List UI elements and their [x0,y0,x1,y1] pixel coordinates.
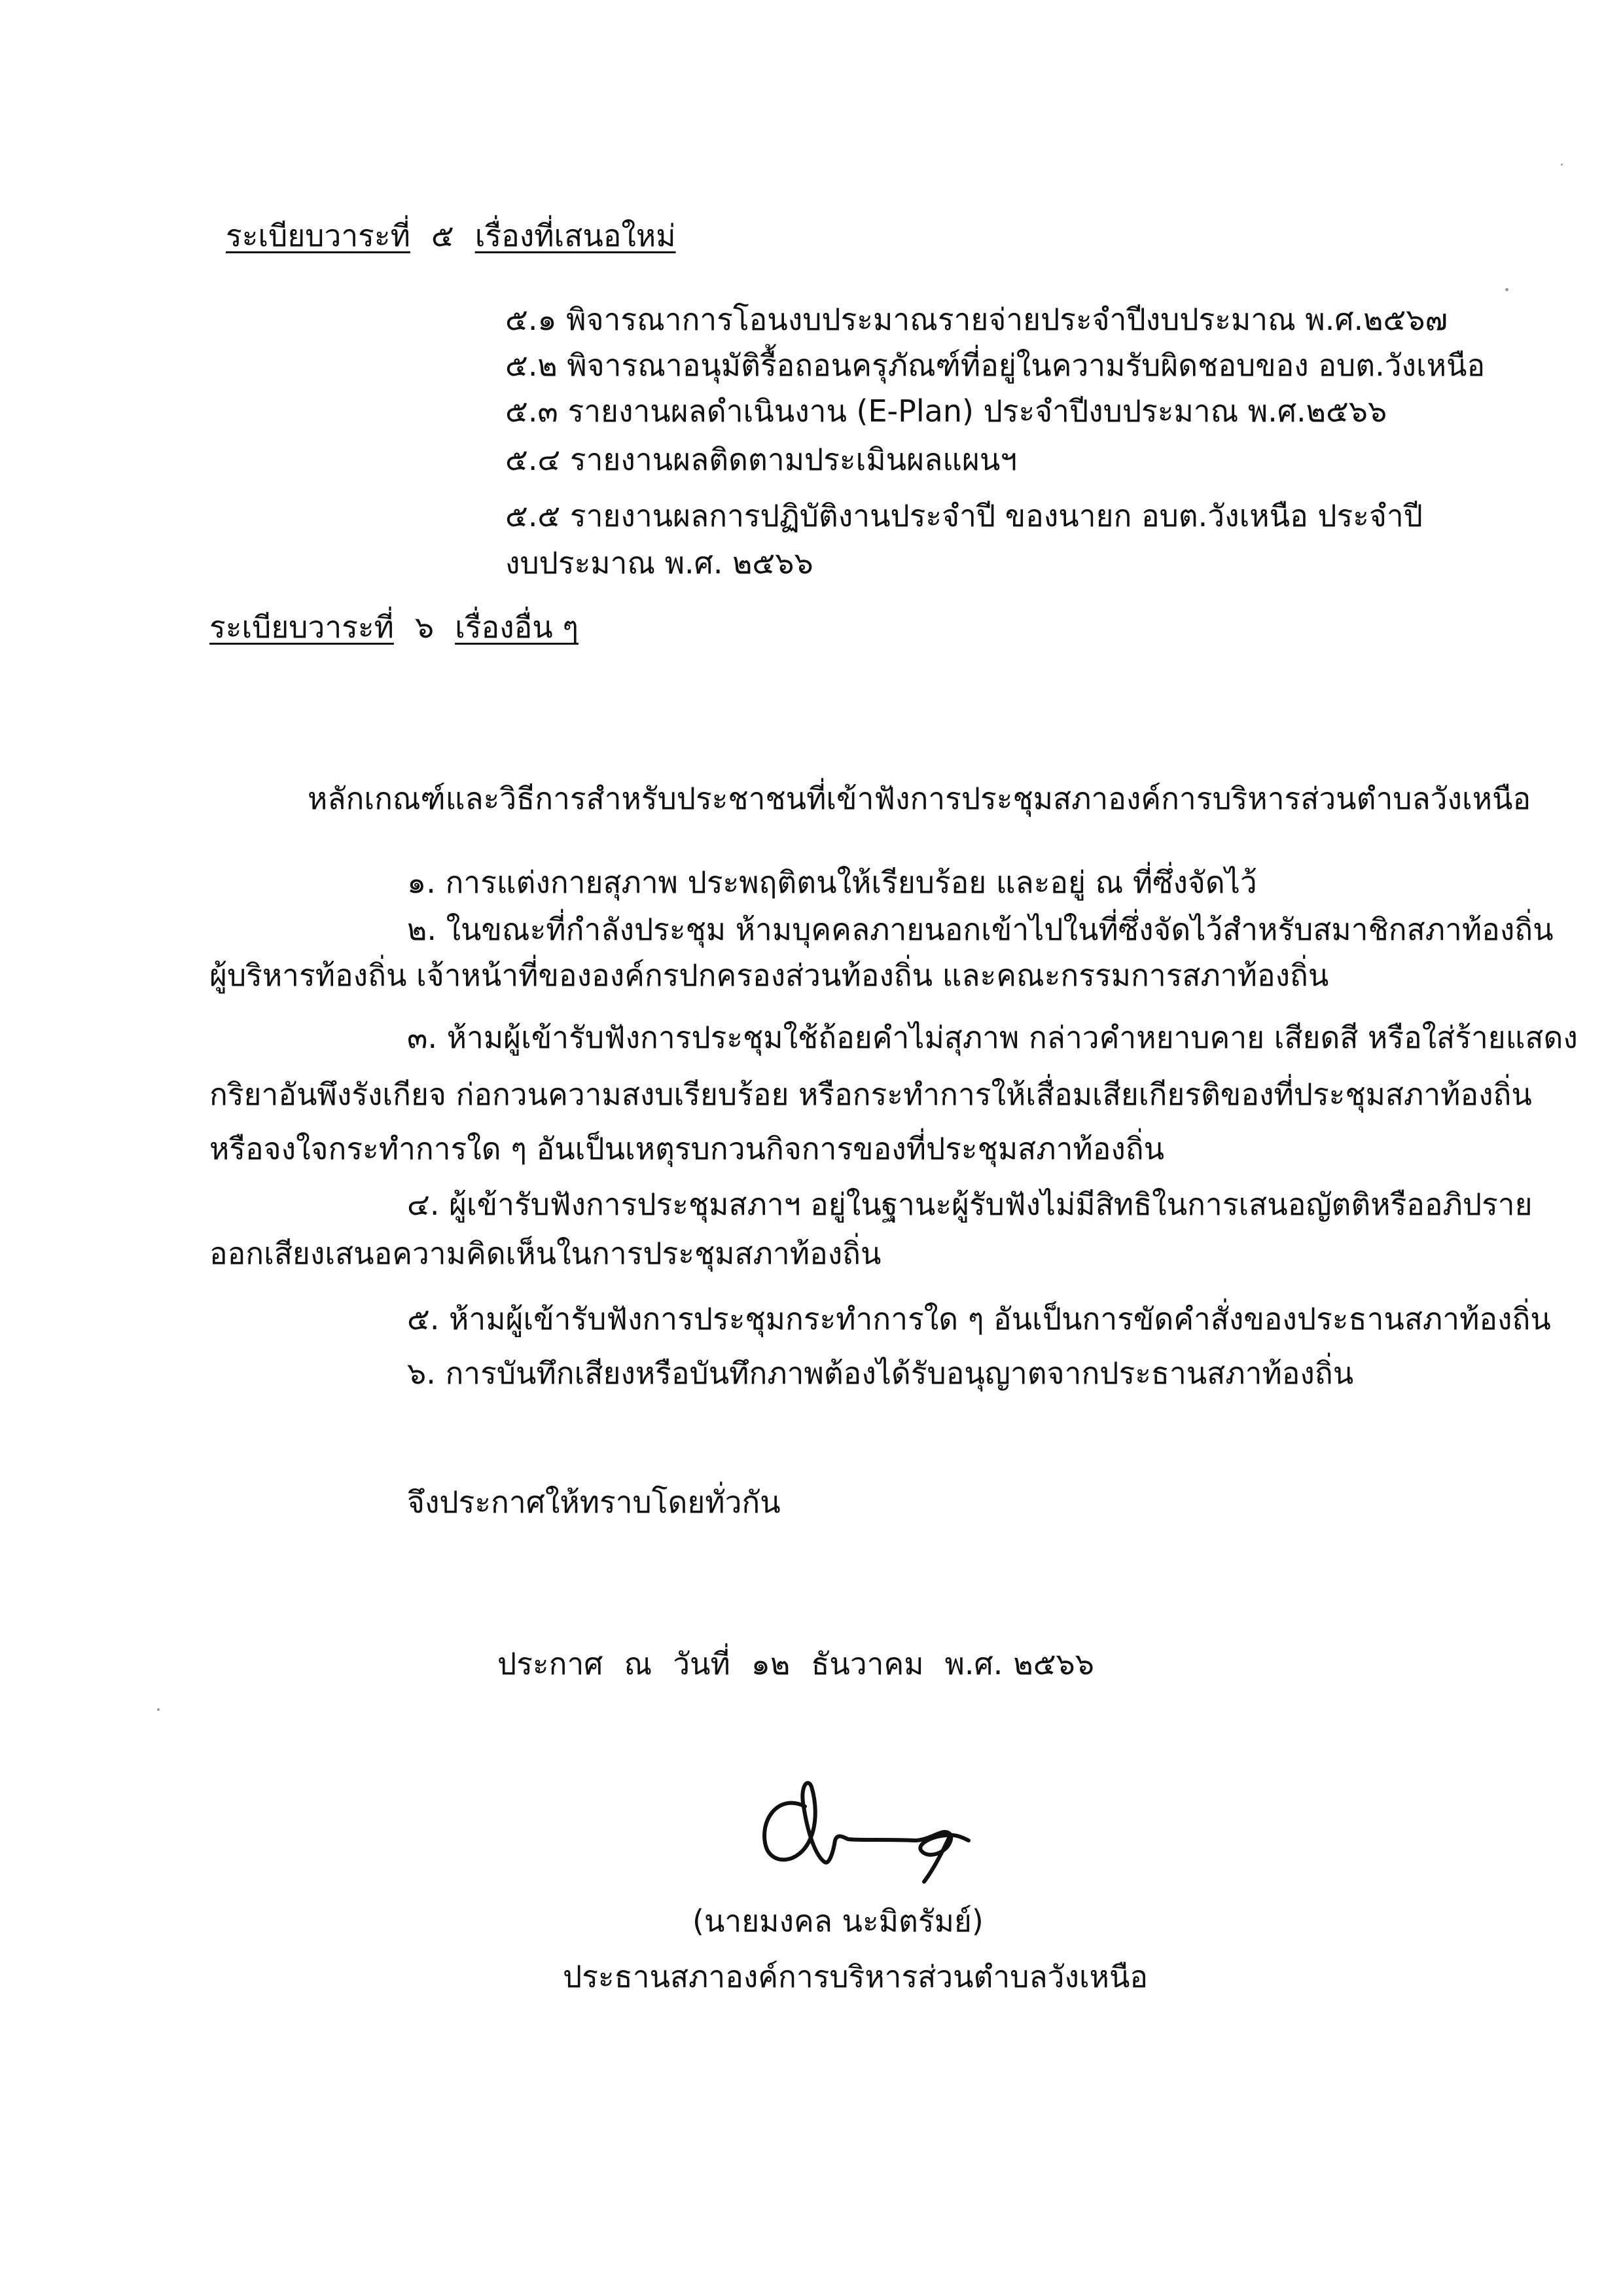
date-prefix: ประกาศ [497,1646,603,1681]
agenda-item-6-heading [209,607,579,647]
agenda-subitem-5-4: ๕.๔ รายงานผลติดตามประเมินผลแผนฯ [505,442,1018,477]
announcement-date [497,1644,1094,1683]
agenda-subitem-5-1: ๕.๑ พิจารณาการโอนงบประมาณรายจ่ายประจำปีงบประมาณ พ.ศ.๒๕๖๗ [505,302,1448,337]
agenda-item-6-title: เรื่องอื่น ๆ [455,609,579,645]
scan-speck [1505,288,1508,291]
rule-4-continued: ออกเสียงเสนอความคิดเห็นในการประชุมสภาท้องถิ่น [209,1236,882,1271]
rule-3: ๓. ห้ามผู้เข้ารับฟังการประชุมใช้ถ้อยคำไม่สุภาพ กล่าวคำหยาบคาย เสียดสี หรือใส่ร้ายแสดง [407,1020,1578,1055]
rule-2: ๒. ในขณะที่กำลังประชุม ห้ามบุคคลภายนอกเข้าไปในที่ซึ่งจัดไว้สำหรับสมาชิกสภาท้องถิ่น [407,912,1554,947]
closing-statement: จึงประกาศให้ทราบโดยทั่วกัน [407,1484,781,1520]
agenda-item-5-label: ระเบียบวาระที่ [226,218,410,253]
date-day-label: วันที่ [673,1646,730,1681]
agenda-item-5-heading [226,216,676,255]
rule-4: ๔. ผู้เข้ารับฟังการประชุมสภาฯ อยู่ในฐานะผู้รับฟังไม่มีสิทธิในการเสนอญัตติหรืออภิปราย [407,1187,1533,1222]
rule-6: ๖. การบันทึกเสียงหรือบันทึกภาพต้องได้รับอนุญาตจากประธานสภาท้องถิ่น [407,1355,1354,1391]
agenda-subitem-5-5-continued: งบประมาณ พ.ศ. ๒๕๖๖ [505,545,813,581]
agenda-item-5-number: ๕ [431,218,454,253]
rule-2-continued: ผู้บริหารท้องถิ่น เจ้าหน้าที่ขององค์กรปกครองส่วนท้องถิ่น และคณะกรรมการสภาท้องถิ่น [209,958,1329,993]
rules-heading: หลักเกณฑ์และวิธีการสำหรับประชาชนที่เข้าฟังการประชุมสภาองค์การบริหารส่วนตำบลวังเหนือ [308,781,1531,816]
date-at: ณ [624,1646,652,1681]
agenda-item-6-label: ระเบียบวาระที่ [209,609,394,645]
rule-1: ๑. การแต่งกายสุภาพ ประพฤติตนให้เรียบร้อย และอยู่ ณ ที่ซึ่งจัดไว้ [407,865,1257,900]
handwritten-signature [753,1767,988,1885]
scan-speck [157,1708,160,1711]
scan-speck [1561,164,1563,166]
agenda-subitem-5-5: ๕.๕ รายงานผลการปฏิบัติงานประจำปี ของนายก อบต.วังเหนือ ประจำปี [505,498,1423,533]
agenda-item-5-title: เรื่องที่เสนอใหม่ [474,218,676,253]
date-day: ๑๒ [751,1646,791,1681]
agenda-subitem-5-2: ๕.๒ พิจารณาอนุมัติรื้อถอนครุภัณฑ์ที่อยู่ในความรับผิดชอบของ อบต.วังเหนือ [505,348,1486,383]
rule-3-continued-1: กริยาอันพึงรังเกียจ ก่อกวนความสงบเรียบร้อย หรือกระทำการให้เสื่อมเสียเกียรติของที่ประชุมสภาท้องถิ่น [209,1077,1532,1112]
rule-5: ๕. ห้ามผู้เข้ารับฟังการประชุมกระทำการใด ๆ อันเป็นการขัดคำสั่งของประธานสภาท้องถิ่น [407,1301,1551,1336]
agenda-subitem-5-3: ๕.๓ รายงานผลดำเนินงาน (E-Plan) ประจำปีงบประมาณ พ.ศ.๒๕๖๖ [505,393,1387,429]
signatory-name: (นายมงคล นะมิตรัมย์) [692,1903,984,1939]
date-era: พ.ศ. [944,1646,1003,1681]
signatory-position: ประธานสภาองค์การบริหารส่วนตำบลวังเหนือ [563,1959,1149,1994]
agenda-item-6-number: ๖ [414,609,435,645]
date-month: ธันวาคม [811,1646,924,1681]
rule-3-continued-2: หรือจงใจกระทำการใด ๆ อันเป็นเหตุรบกวนกิจการของที่ประชุมสภาท้องถิ่น [209,1131,1165,1166]
date-year: ๒๕๖๖ [1013,1646,1094,1681]
